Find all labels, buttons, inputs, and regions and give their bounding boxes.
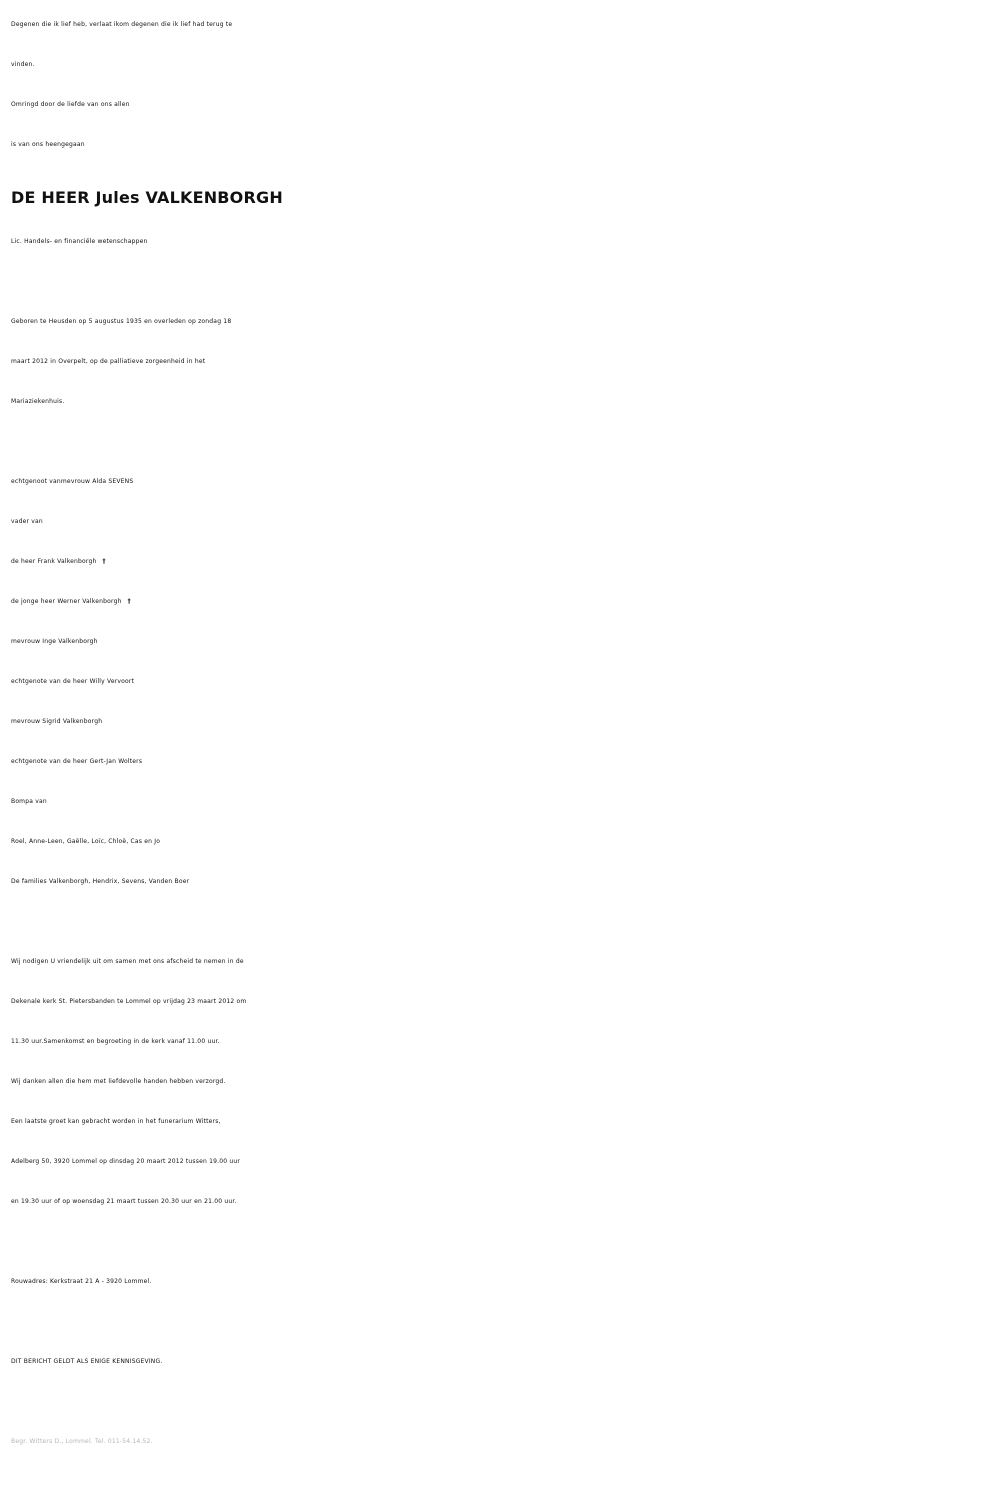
- intro-line: Omringd door de liefde van ons allen: [11, 101, 130, 108]
- spacer: [11, 1302, 996, 1342]
- child-spouse-line: echtgenote van de heer Willy Vervoort: [11, 678, 135, 685]
- father-of-line: vader van: [11, 518, 43, 525]
- intro-line: Degenen die ik lief heb, verlaat ikom degenen die ik lief had terug te: [11, 21, 233, 28]
- ceremony-line: Een laatste groet kan gebracht worden in het funerarium Witters,: [11, 1118, 221, 1125]
- child-name: de jonge heer Werner Valkenborgh: [11, 598, 122, 605]
- grandchildren-line: Roel, Anne-Leen, Gaëlle, Loïc, Chloë, Cas en Jo: [11, 838, 161, 845]
- ceremony-line: 11.30 uur.Samenkomst en begroeting in de kerk vanaf 11.00 uur.: [11, 1038, 220, 1045]
- cross-icon: †: [127, 598, 131, 605]
- spacer: [11, 1382, 996, 1422]
- notice-line: DIT BERICHT GELDT ALS ENIGE KENNISGEVING.: [11, 1358, 163, 1365]
- child-line: mevrouw Sigrid Valkenborgh: [11, 718, 103, 725]
- birth-death-section: [11, 302, 996, 422]
- intro-line: is van ons heengegaan: [11, 141, 85, 148]
- ceremony-line: en 19.30 uur of op woensdag 21 maart tussen 20.30 uur en 21.00 uur.: [11, 1198, 237, 1205]
- cross-icon: †: [102, 558, 106, 565]
- spacer: [11, 1222, 996, 1262]
- ceremony-line: Wij nodigen U vriendelijk uit om samen met ons afscheid te nemen in de: [11, 958, 244, 965]
- grandfather-of-line: Bompa van: [11, 798, 47, 805]
- spacer: [11, 262, 996, 302]
- ceremony-line: Adelberg 50, 3920 Lommel op dinsdag 20 maart 2012 tussen 19.00 uur: [11, 1158, 241, 1165]
- birth-death-line: Geboren te Heusden op 5 augustus 1935 en overleden op zondag 18: [11, 318, 232, 325]
- child-line: [11, 542, 996, 582]
- spacer: [11, 902, 996, 942]
- obituary-notice: [11, 5, 996, 1462]
- birth-death-line: maart 2012 in Overpelt, op de palliatieve zorgeenheid in het: [11, 358, 206, 365]
- child-name: de heer Frank Valkenborgh: [11, 558, 97, 565]
- birth-death-line: Mariaziekenhuis.: [11, 398, 65, 405]
- ceremony-line: Wij danken allen die hem met liefdevolle handen hebben verzorgd.: [11, 1078, 226, 1085]
- child-spouse-line: echtgenote van de heer Gert-Jan Wolters: [11, 758, 143, 765]
- mourning-address: Rouwadres: Kerkstraat 21 A - 3920 Lommel.: [11, 1278, 152, 1285]
- child-line: [11, 582, 996, 622]
- deceased-name: DE HEER Jules VALKENBORGH: [11, 188, 283, 207]
- families-line: De families Valkenborgh, Hendrix, Sevens, Vanden Boer: [11, 878, 190, 885]
- child-line: mevrouw Inge Valkenborgh: [11, 638, 98, 645]
- family-section: [11, 462, 996, 902]
- intro-line: vinden.: [11, 61, 35, 68]
- funeral-director-footer: Begr. Witters D., Lommel. Tel. 011-54.14.52.: [11, 1438, 153, 1445]
- deceased-degree: Lic. Handels- en financiële wetenschappen: [11, 238, 148, 245]
- spouse-line: echtgenoot vanmevrouw Alda SEVENS: [11, 478, 134, 485]
- ceremony-line: Dekenale kerk St. Pietersbanden te Lommel op vrijdag 23 maart 2012 om: [11, 998, 247, 1005]
- intro-verse: [11, 5, 996, 165]
- ceremony-section: [11, 942, 996, 1222]
- spacer: [11, 422, 996, 462]
